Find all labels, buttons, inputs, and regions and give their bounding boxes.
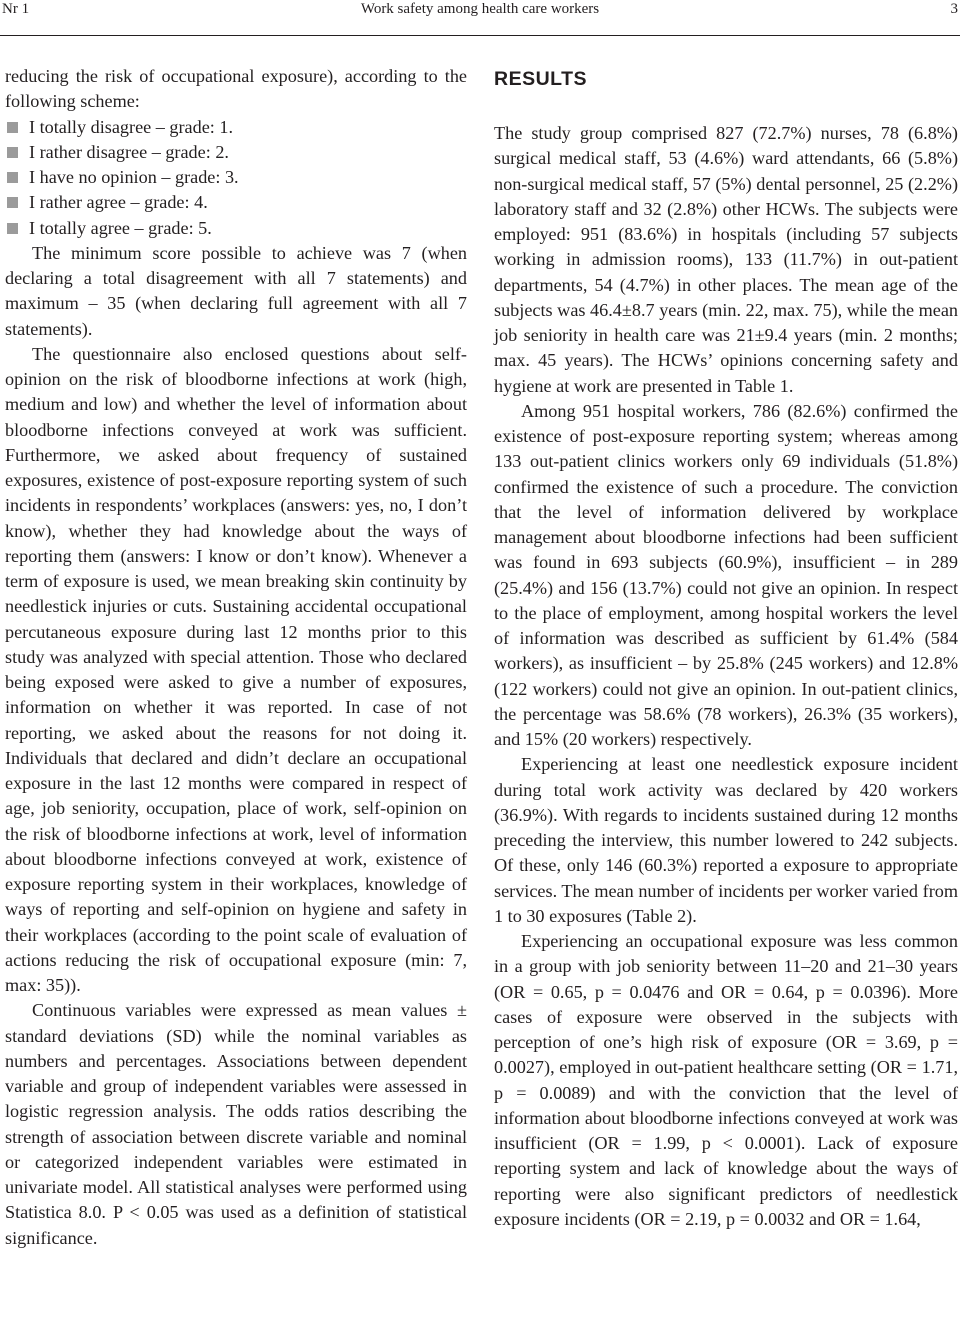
scale-intro: reducing the risk of occupational exposure), according to the following scheme: [5,66,467,112]
scale-item [5,140,467,165]
header-rule [0,35,960,36]
square-bullet-icon [7,147,18,158]
page-number: 3 [950,1,958,17]
scale-item-label: I totally agree – grade: 5. [29,217,212,238]
running-header [0,0,960,24]
scale-item-label: I rather disagree – grade: 2. [29,141,229,162]
square-bullet-icon [7,172,18,183]
section-heading-results: RESULTS [494,68,588,90]
scale-item-label: I totally disagree – grade: 1. [29,116,234,137]
likert-scale-list [5,115,467,241]
square-bullet-icon [7,122,18,133]
study-group-paragraph: The study group comprised 827 (72.7%) nurses, 78 (6.8%) surgical medical staff, 53 (4.6%) ward attendants, 66 (5.8%) non-surgical medical staff, 57 (5%) dental personnel, 25 (2.2%) laboratory staff and 32 (2.8%) other HCWs. The subjects were employed: 951 (83.6%) in hospitals (including 57 subjects working in admission rooms), 133 (11.7%) in out-patient departments, 54 (4.7%) in other places. The mean age of the subjects was 46.4±8.7 years (min. 22, max. 75), while the mean job seniority in health care was 21±9.4 years (min. 2 months; max. 45 years). The HCWs’ opinions concerning safety and hygiene at work are presented in Table 1. [494,123,958,396]
scale-item [5,216,467,241]
running-title: Work safety among health care workers [360,1,600,17]
issue-number: Nr 1 [2,1,30,17]
left-column [5,64,467,1251]
odds-ratio-paragraph: Experiencing an occupational exposure was less common in a group with job seniority between 11–20 and 21–30 years (OR = 0.65, p = 0.0476 and OR = 0.64, p = 0.0396). More cases of exposure were observed in the subjects with perception of one’s high risk of exposure (OR = 3.69, p = 0.0027), employed in out-patient healthcare setting (OR = 1.71, p = 0.0089) and with the conviction that the level of information about bloodborne infections conveyed at work was insufficient (OR = 1.99, p < 0.0001). Lack of exposure reporting system and lack of knowledge about the ways of reporting were also significant predictors of needlestick exposure incidents (OR = 2.19, p = 0.0032 and OR = 1.64, [494,931,958,1229]
questionnaire-paragraph: The questionnaire also enclosed questions about self-opinion on the risk of bloodborne infections at work (high, medium and low) and whether the level of information about bloodborne infections conveyed at work was sufficient. Furthermore, we asked about frequency of sustained exposures, existence of post-exposure reporting system of such incidents in respondents’ workplaces (answers: yes, no, I don’t know), whether they had knowledge about the ways of reporting them (answers: I know or don’t know). Whenever a term of exposure is used, we mean breaking skin continuity by needlestick injuries or cuts. Sustaining accidental occupational percutaneous exposure during last 12 months prior to this study was analyzed with special attention. Those who declared being exposed were asked to give a number of exposures, information on whether it was reported. In case of not reporting, we asked about the reasons for not doing it. Individuals that declared and didn’t declare an occupational exposure in the last 12 months were compared in respect of age, job seniority, occupation, place of work, self-opinion on the risk of bloodborne infections at work, level of information about bloodborne infections conveyed at work, existence of exposure reporting system in their workplaces, knowledge of ways of reporting and self-opinion on hygiene and safety in their workplaces (according to the point scale of evaluation of actions reducing the risk of occupational exposure (min: 7, max: 35)). [5,343,467,995]
square-bullet-icon [7,197,18,208]
scale-item-label: I have no opinion – grade: 3. [29,167,239,187]
scale-item [5,190,467,215]
scale-item [5,165,467,190]
reporting-system-paragraph: Among 951 hospital workers, 786 (82.6%) confirmed the existence of post-exposure reporting system; whereas among 133 out-patient clinics workers only 69 individuals (51.8%) confirmed the existence of such a procedure. The conviction that the level of information delivered by workplace management about bloodborne infections had been sufficient was found in 693 subjects (60.9%), insufficient – in 289 (25.4%) and 156 (13.7%) could not give an opinion. In respect to the place of employment, among hospital workers the level of information was described as sufficient by 61.4% (584 workers), as insufficient – by 25.8% (245 workers) and 12.8% (122 workers) could not give an opinion. In out-patient clinics, the percentage was 58.6% (78 workers), 26.3% (35 workers), and 15% (20 workers) respectively. [494,400,958,749]
scale-item [5,115,467,140]
statistics-paragraph: Continuous variables were expressed as mean values ± standard deviations (SD) while the nominal variables as numbers and percentages. Associations between dependent variable and group of independent variables were assessed in logistic regression analysis. The odds ratios describing the strength of association between discrete variable and nominal or categorized independent variables were estimated in univariate model. All statistical analyses were performed using Statistica 8.0. P < 0.05 was used as a definition of statistical significance. [5,1000,467,1248]
scale-item-label: I rather agree – grade: 4. [29,192,208,213]
right-column [494,64,958,1232]
needlestick-incidents-paragraph: Experiencing at least one needlestick exposure incident during total work activity was declared by 420 workers (36.9%). With regards to incidents sustained during 12 months preceding the interview, this number lowered to 242 subjects. Of these, only 146 (60.3%) reported a exposure to appropriate services. The mean number of incidents per worker varied from 1 to 30 exposures (Table 2). [494,754,958,926]
score-range-paragraph: The minimum score possible to achieve was 7 (when declaring a total disagreement with all 7 statements) and maximum – 35 (when declaring full agreement with all 7 statements). [5,242,467,339]
square-bullet-icon [7,223,18,234]
